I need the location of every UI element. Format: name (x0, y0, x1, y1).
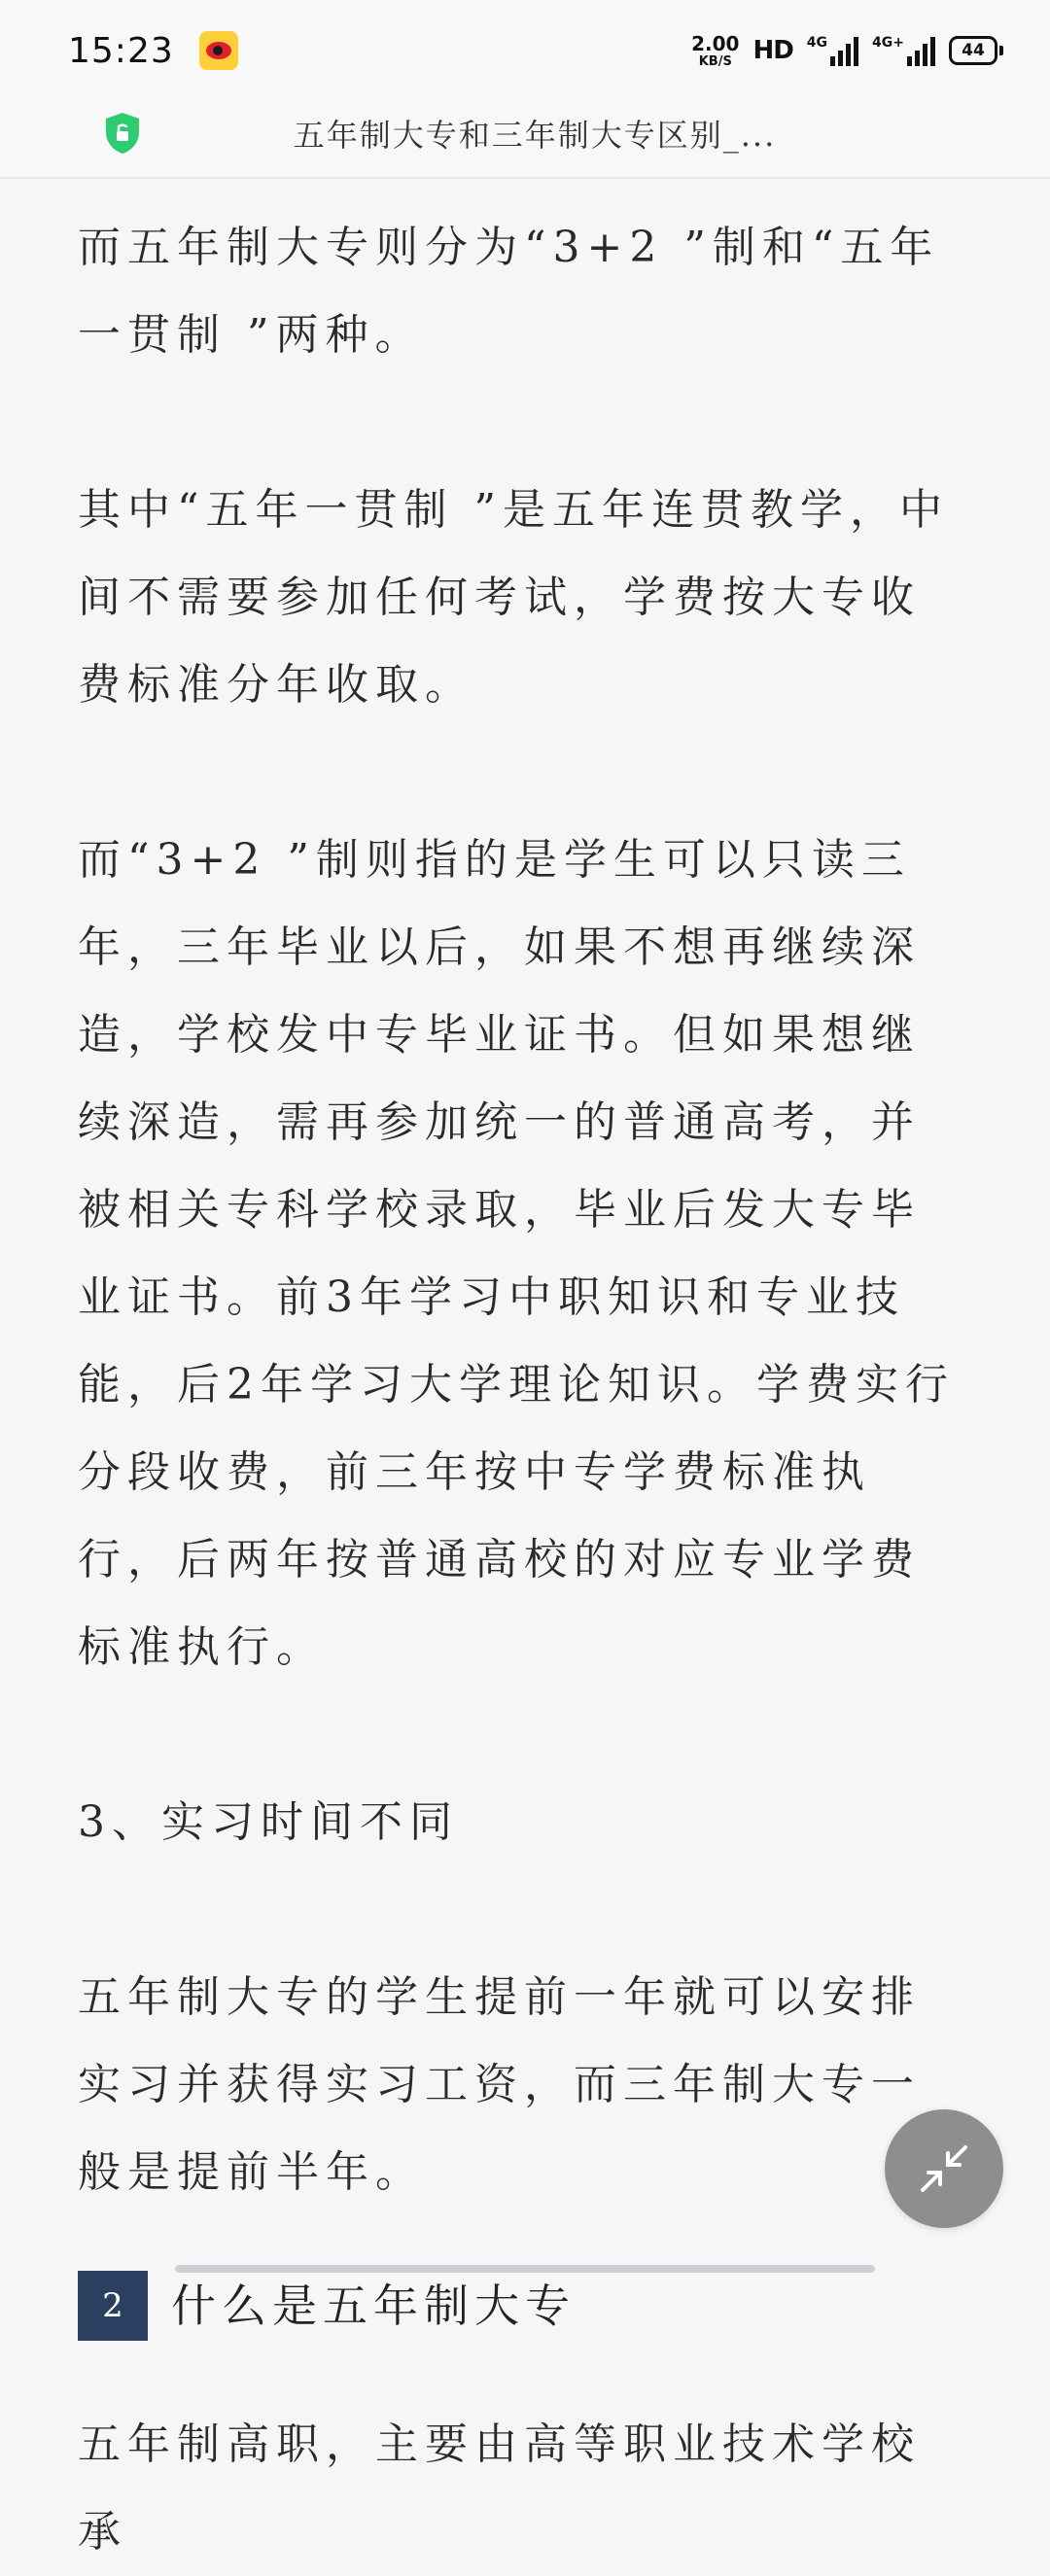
article-paragraph: 而“3+2 ”制则指的是学生可以只读三年，三年毕业以后，如果不想再继续深造，学校发中专毕业证书。但如果想继续深造，需再参加统一的普通高考，并被相关专科学校录取，毕业后发大专毕业证书。前3年学习中职知识和专业技能，后2年学习大学理论知识。学费实行分段收费，前三年按中专学费标准执行，后两年按普通高校的对应专业学费标准执行。 (78, 835, 955, 1672)
status-time: 15:23 (68, 30, 174, 71)
article-subheading: 3、实习时间不同 (78, 1797, 459, 1847)
hd-badge: HD (752, 36, 793, 65)
status-indicators (691, 31, 1003, 69)
weibo-icon (199, 31, 238, 70)
sim1-signal-icon (807, 35, 858, 66)
article-paragraph: 五年制大专的学生提前一年就可以安排实习并获得实习工资，而三年制大专一般是提前半年。 (78, 1972, 921, 2197)
section-heading (78, 2271, 968, 2341)
exit-fullscreen-button[interactable] (885, 2109, 1003, 2228)
article-paragraph: 其中“五年一贯制 ”是五年连贯教学，中间不需要参加任何考试，学费按大专收费标准分年收取。 (78, 485, 949, 710)
shield-icon[interactable] (103, 111, 142, 156)
battery-level: 44 (949, 36, 998, 65)
sim2-signal-icon (872, 35, 935, 66)
battery-icon (949, 36, 1003, 65)
article-paragraph: 五年制高职，主要由高等职业技术学校承 (78, 2419, 921, 2557)
sim2-network-label: 4G+ (872, 35, 904, 51)
network-speed-value: 2.00 (691, 31, 740, 55)
sim1-network-label: 4G (806, 35, 828, 51)
page-title[interactable]: 五年制大专和三年制大专区别_... (293, 117, 777, 154)
network-speed (691, 31, 740, 69)
collapse-arrows-icon (913, 2138, 975, 2200)
browser-header (0, 101, 1050, 179)
section-number-badge: 2 (78, 2271, 148, 2341)
home-indicator[interactable] (175, 2265, 875, 2273)
section-title: 什么是五年制大专 (171, 2280, 576, 2332)
status-bar (0, 0, 1050, 101)
article-body (78, 179, 968, 2576)
article-paragraph: 而五年制大专则分为“3+2 ”制和“五年一贯制 ”两种。 (78, 223, 940, 360)
network-speed-unit: KB/S (698, 53, 732, 69)
